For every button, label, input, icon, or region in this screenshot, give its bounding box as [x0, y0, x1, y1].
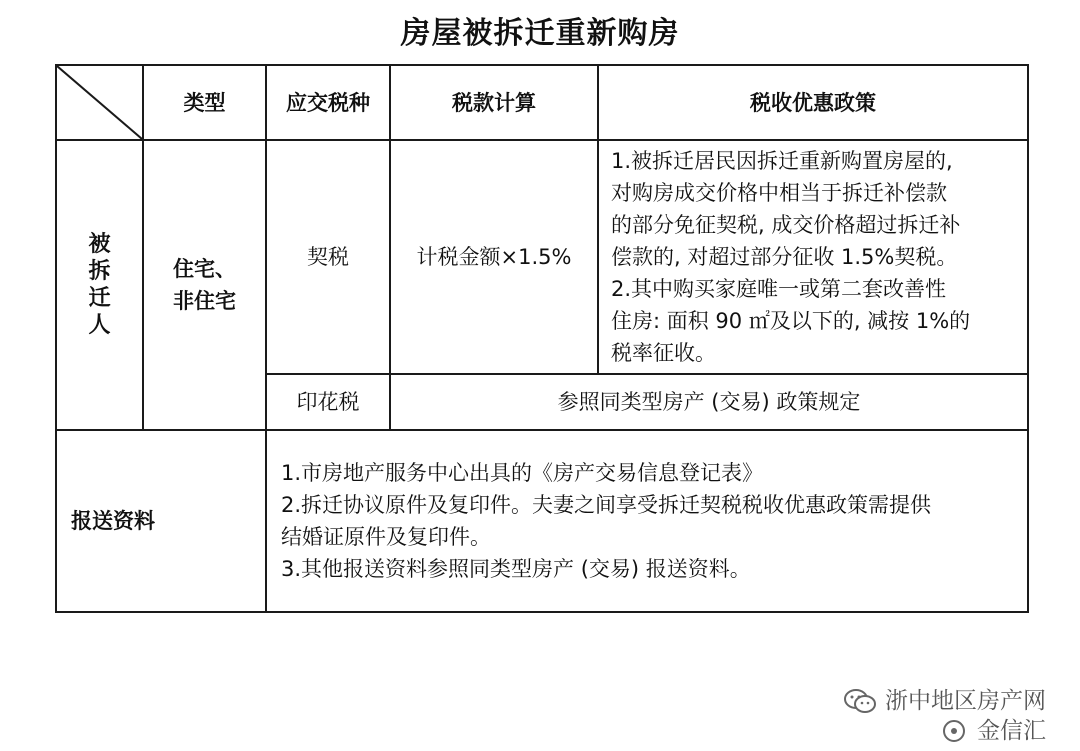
deed-tax-calc: 计税金额×1.5% — [390, 140, 598, 374]
property-type-cell — [143, 140, 266, 430]
row-label-vertical — [57, 231, 142, 339]
watermark-line-2: 金信汇 — [977, 718, 1046, 744]
policy-line: 2.其中购买家庭唯一或第二套改善性 — [611, 277, 947, 301]
watermark-line-1: 浙中地区房产网 — [885, 688, 1046, 714]
diagonal-corner-cell — [56, 65, 143, 140]
header-tax-kind: 应交税种 — [266, 65, 390, 140]
watermark — [843, 686, 1046, 746]
policy-line: 税率征收。 — [611, 341, 716, 365]
watermark-row-1 — [843, 686, 1046, 716]
submit-line: 1.市房地产服务中心出具的《房产交易信息登记表》 — [281, 461, 764, 485]
mini-program-icon — [939, 719, 969, 743]
tax-policy-table — [55, 64, 1029, 613]
stamp-tax-name: 印花税 — [266, 374, 390, 430]
header-calc: 税款计算 — [390, 65, 598, 140]
policy-line: 1.被拆迁居民因拆迁重新购置房屋的, — [611, 149, 953, 173]
row-label-cell — [56, 140, 143, 430]
deed-tax-policy — [598, 140, 1028, 374]
property-type-line: 住宅、 — [173, 257, 236, 281]
submit-line: 结婚证原件及复印件。 — [281, 525, 491, 549]
watermark-row-2 — [939, 716, 1046, 746]
header-row — [56, 65, 1028, 140]
header-policy: 税收优惠政策 — [598, 65, 1028, 140]
stamp-tax-policy: 参照同类型房产 (交易) 政策规定 — [390, 374, 1028, 430]
submit-line: 3.其他报送资料参照同类型房产 (交易) 报送资料。 — [281, 557, 751, 581]
page-title: 房屋被拆迁重新购房 — [400, 16, 680, 51]
submit-label: 报送资料 — [56, 430, 266, 612]
policy-line: 偿款的, 对超过部分征收 1.5%契税。 — [611, 245, 958, 269]
policy-line: 住房: 面积 90 ㎡及以下的, 减按 1%的 — [611, 309, 971, 333]
policy-line: 的部分免征契税, 成交价格超过拆迁补 — [611, 213, 961, 237]
row-label-char: 被 — [88, 232, 111, 257]
policy-line: 对购房成交价格中相当于拆迁补偿款 — [611, 181, 947, 205]
wechat-icon — [843, 688, 877, 714]
row-label-char: 人 — [88, 313, 111, 338]
submit-line: 2.拆迁协议原件及复印件。夫妻之间享受拆迁契税税收优惠政策需提供 — [281, 493, 932, 517]
deed-tax-row — [56, 140, 1028, 374]
header-type: 类型 — [143, 65, 266, 140]
property-type-line: 非住宅 — [173, 289, 236, 313]
row-label-char: 拆 — [88, 259, 111, 284]
deed-tax-name: 契税 — [266, 140, 390, 374]
submit-row — [56, 430, 1028, 612]
row-label-char: 迁 — [88, 286, 111, 311]
submit-body — [266, 430, 1028, 612]
diagonal-line — [57, 66, 142, 139]
